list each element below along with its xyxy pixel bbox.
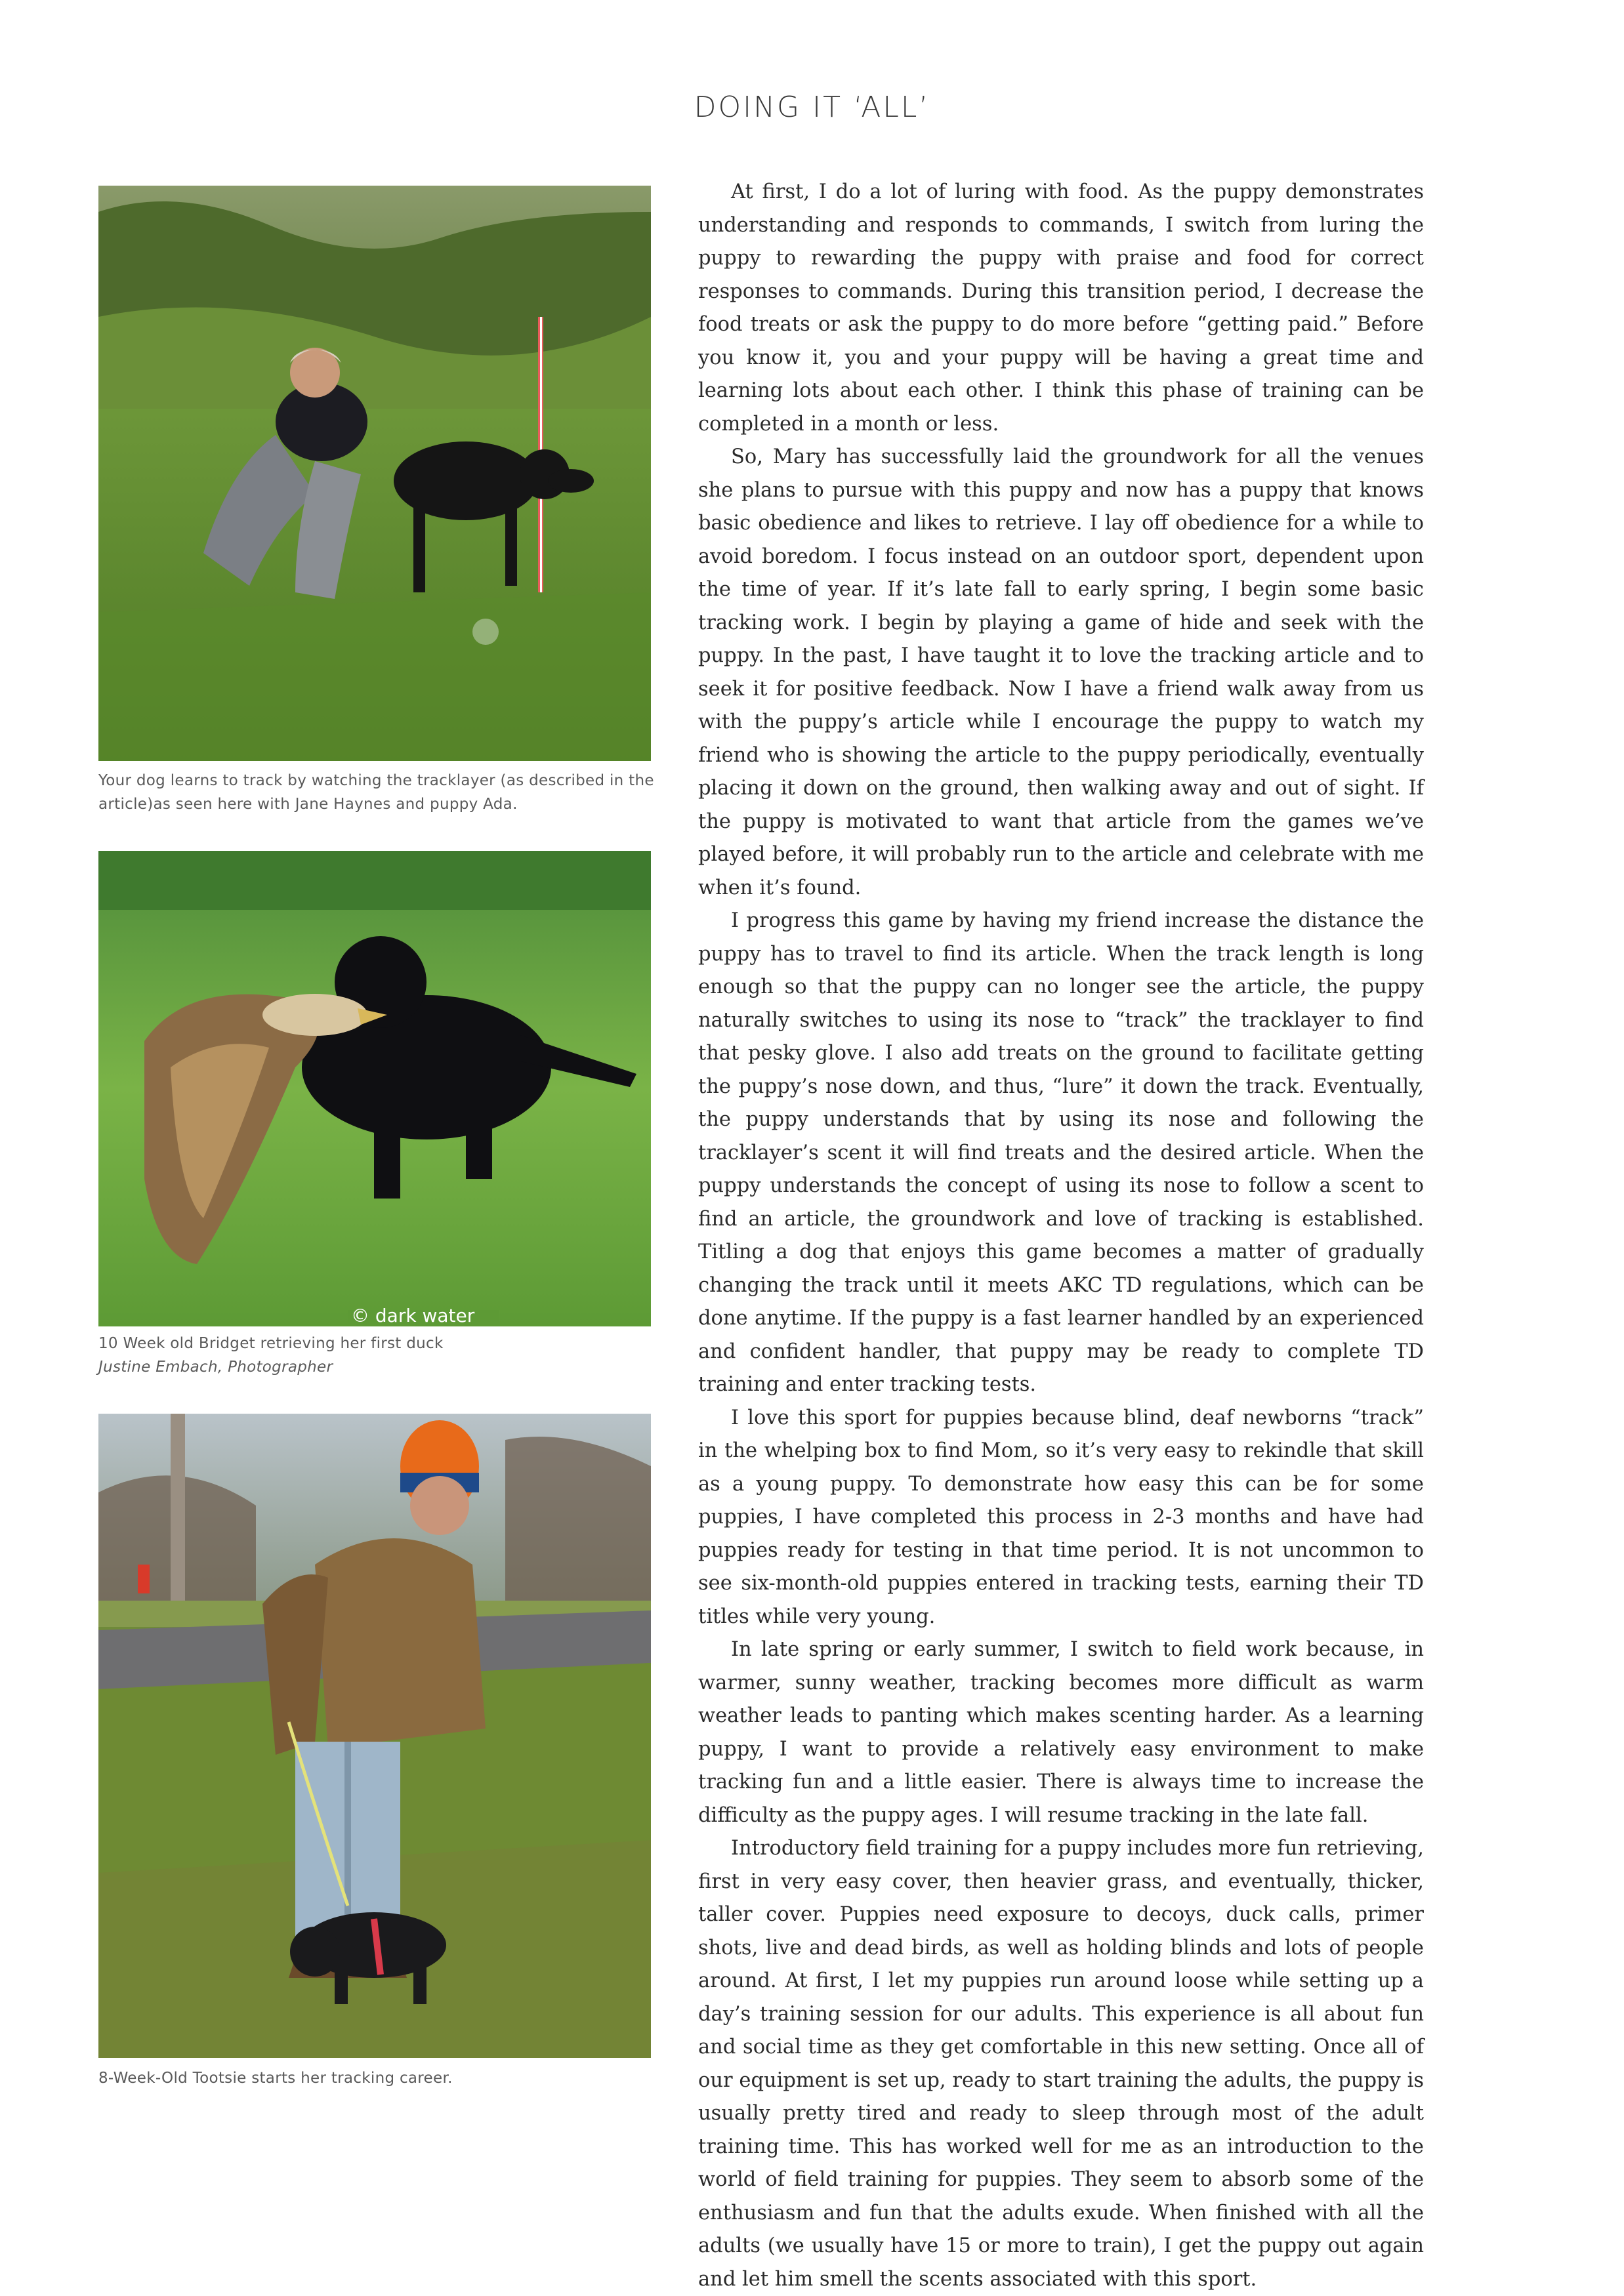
caption-text: Your dog learns to track by watching the tracklayer (as described in the article)as seen here with Jane Haynes and puppy Ada. xyxy=(98,772,654,813)
article-paragraph: I progress this game by having my friend increase the distance the puppy has to travel to find its article. When the track length is long enough so that the puppy can no longer see the article, the puppy naturally switches to using its nose to “track” the tracklayer to find that pesky glove. I also add treats on the ground to facilitate getting the puppy’s nose down, and thus, “lure” it down the track. Eventually, the puppy understands that by using its nose and following the tracklayer’s scent it will find treats and the desired article. When the puppy understands the concept of using its nose to follow a scent to find an article, the groundwork and love of tracking is established. Titling a dog that enjoys this game becomes a matter of gradually changing the track until it meets AKC TD regulations, which can be done anytime. If the puppy is a fast learner handled by an experienced and confident handler, that puppy may be ready to complete TD training and enter tracking tests. xyxy=(698,909,1424,1396)
article-paragraph: Introductory field training for a puppy includes more fun retrieving, first in very easy cover, then heavier grass, and eventually, thicker, taller cover. Puppies need exposure to decoys, duck calls, primer shots, live and dead birds, as well as holding blinds and lots of people around. At first, I let my puppies run around loose while setting up a day’s training session for our adults. This experience is all about fun and social time as they get comfortable in this new setting. Once all of our equipment is set up, ready to start training the adults, the puppy is usually pretty tired and ready to sleep through most of the adult training time. This has worked well for me as an introduction to the world of field training for puppies. They seem to absorb some of the enthusiasm and fun that the adults exude. When finished with all the adults (we usually have 15 or more to train), I get the puppy out again and let him smell the scents associated with this sport. xyxy=(698,1837,1424,2291)
article-paragraph: I love this sport for puppies because blind, deaf newborns “track” in the whelping box to find Mom, so it’s very easy to rekindle that skill as a young puppy. To demonstrate how easy this can be for some puppies, I have completed this process in 2-3 months and have had puppies ready for testing in that time period. It is not uncommon to see six-month-old puppies entered in tracking tests, earning their TD titles while very young. xyxy=(698,1406,1424,1628)
photo-tootsie-image xyxy=(98,1414,651,2058)
watermark-text: © dark water xyxy=(351,1305,475,1326)
photo-tracklayer-caption xyxy=(98,769,656,816)
article-body xyxy=(698,176,1424,2296)
article-paragraph: So, Mary has successfully laid the groundwork for all the venues she plans to pursue with this puppy and now has a puppy that knows basic obedience and likes to retrieve. I lay off obedience for a while to avoid boredom. I focus instead on an outdoor sport, dependent upon the time of year. If it’s late fall to early spring, I begin some basic tracking work. I begin by playing a game of hide and seek with the puppy. In the past, I have taught it to love the tracking article and to seek it for positive feedback. Now I have a friend walk away from us with the puppy’s article while I encourage the puppy to watch my friend who is showing the article to the puppy periodically, eventually placing it down on the ground, then walking away and out of sight. If the puppy is motivated to want that article from the games we’ve played before, it will probably run to the article and celebrate with me when it’s found. xyxy=(698,445,1424,899)
article-paragraph: At first, I do a lot of luring with food. As the puppy demonstrates understanding and responds to commands, I switch from luring the puppy to rewarding the puppy with praise and food for correct responses to commands. During this transition period, I decrease the food treats or ask the puppy to do more before “getting paid.” Before you know it, you and your puppy will be having a great time and learning lots about each other. I think this phase of training can be completed in a month or less. xyxy=(698,180,1424,436)
photo-tootsie xyxy=(98,1414,651,2058)
photo-duck-retrieve-image xyxy=(98,851,651,1326)
photo-duck-retrieve-caption xyxy=(98,1332,656,1379)
caption-text: 10 Week old Bridget retrieving her first duck xyxy=(98,1335,444,1352)
photo-tracklayer-image xyxy=(98,186,651,761)
page-header-title: DOING IT ‘ALL’ xyxy=(694,91,930,124)
photo-duck-retrieve xyxy=(98,851,651,1326)
caption-text: 8-Week-Old Tootsie starts her tracking career. xyxy=(98,2070,453,2087)
photo-credit: Justine Embach, Photographer xyxy=(98,1359,333,1376)
photo-tracklayer xyxy=(98,186,651,761)
photo-tootsie-caption xyxy=(98,2066,656,2090)
article-paragraph: In late spring or early summer, I switch to field work because, in warmer, sunny weather, tracking becomes more difficult as warm weather leads to panting which makes scenting harder. As a learning puppy, I want to provide a relatively easy environment to make tracking fun and a little easier. There is always time to increase the difficulty as the puppy ages. I will resume tracking in the late fall. xyxy=(698,1638,1424,1827)
